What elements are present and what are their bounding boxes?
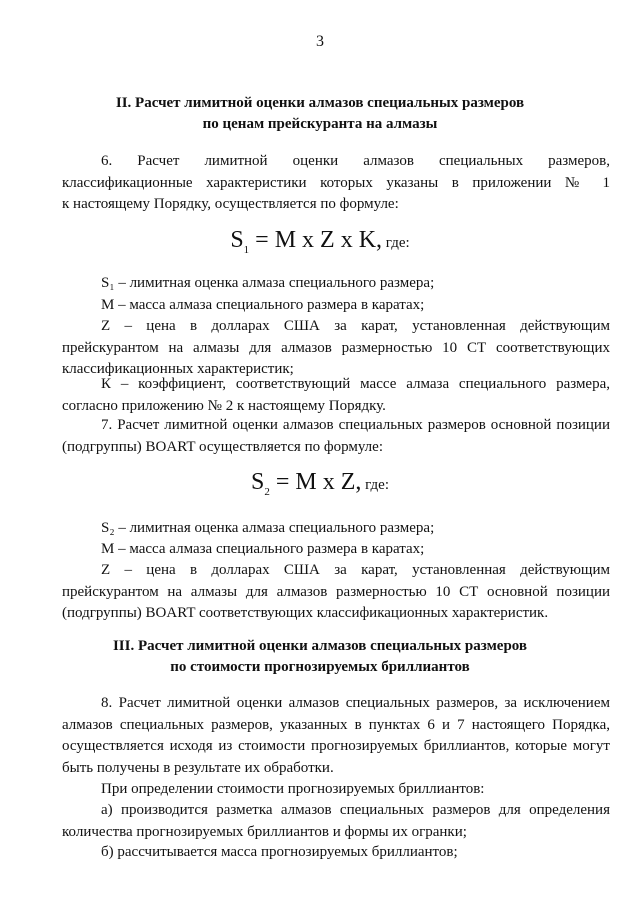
section-2-heading — [0, 93, 640, 135]
item-a-line-2: количества прогнозируемых бриллиантов и формы их огранки; — [62, 823, 467, 840]
paragraph-6-line-1: 6. Расчет лимитной оценки алмазов специальных размеров, — [101, 153, 610, 169]
formula-s2-expression: = M x Z, — [269, 469, 362, 495]
section-2-title-line-2: по ценам прейскуранта на алмазы — [202, 116, 438, 132]
formula-s2 — [0, 469, 640, 498]
paragraph-8-line-2: алмазов специальных размеров, указанных в пунктах 6 и 7 настоящего Порядка, — [62, 716, 610, 733]
definition-k — [62, 374, 610, 417]
page-number: 3 — [316, 33, 324, 50]
definition-s1: S₁ – лимитная оценка алмаза специального размера; — [101, 275, 435, 291]
paragraph-8-line-3: осуществляется исходя из стоимости прогнозируемых бриллиантов, которые могут — [62, 738, 610, 754]
item-a — [62, 800, 610, 843]
formula-s2-symbol: S — [250, 469, 265, 495]
paragraph-7 — [62, 415, 610, 458]
definition-z-2 — [62, 560, 610, 625]
definition-z-1-line-2: прейскурантом на алмазы для алмазов размерностью 10 СТ соответствующих — [62, 339, 610, 356]
formula-s1-symbol: S — [230, 227, 244, 253]
definition-z-1-line-1: Z – цена в долларах США за карат, установленная действующим — [101, 318, 610, 334]
formula-s1-expression: = M x Z x K, — [249, 227, 383, 253]
section-3-heading — [0, 636, 640, 678]
section-2-title-line-1: II. Расчет лимитной оценки алмазов специальных размеров — [115, 95, 525, 111]
definition-z-2-line-2: прейскурантом на алмазы для алмазов размерностью 10 СТ основной позиции — [62, 583, 610, 600]
paragraph-8-line-1: 8. Расчет лимитной оценки алмазов специальных размеров, за исключением — [101, 695, 610, 711]
item-a-line-1: а) производится разметка алмазов специальных размеров для определения — [101, 802, 610, 818]
definition-m-2: M – масса алмаза специального размера в каратах; — [101, 541, 425, 557]
paragraph-6 — [62, 151, 610, 216]
section-3-title-line-1: III. Расчет лимитной оценки алмазов специальных размеров — [112, 638, 528, 654]
formula-s2-subscript: 2 — [264, 485, 270, 498]
paragraph-6-line-3: к настоящему Порядку, осуществляется по формуле: — [62, 196, 399, 212]
formula-s1-tail: где: — [382, 235, 410, 251]
definition-z-2-line-3: (подгруппы) BOART соответствующих классификационных характеристик. — [62, 605, 549, 621]
definition-k-line-2: согласно приложению № 2 к настоящему Порядку. — [62, 397, 386, 414]
formula-s1-subscript: 1 — [243, 243, 250, 256]
paragraph-8-line-4: быть получены в результате их обработки. — [62, 759, 334, 776]
section-3-title-line-2: по стоимости прогнозируемых бриллиантов — [170, 659, 470, 675]
paragraph-6-line-2: классификационные характеристики которых указаны в приложении № 1 — [62, 174, 610, 191]
definition-k-line-1: К – коэффициент, соответствующий массе алмаза специального размера, — [101, 376, 610, 392]
definition-z-1-line-3: классификационных характеристик; — [62, 361, 294, 377]
formula-s2-tail: где: — [361, 477, 390, 493]
definition-z-2-line-1: Z – цена в долларах США за карат, установленная действующим — [101, 562, 610, 578]
paragraph-8 — [62, 693, 610, 779]
formula-s1 — [0, 227, 640, 256]
definition-m-1: M – масса алмаза специального размера в каратах; — [101, 297, 425, 313]
paragraph-7-line-2: (подгруппы) BOART осуществляется по формуле: — [62, 438, 383, 455]
definition-s2: S₂ – лимитная оценка алмаза специального размера; — [101, 520, 435, 536]
paragraph-7-line-1: 7. Расчет лимитной оценки алмазов специальных размеров основной позиции — [101, 417, 610, 433]
paragraph-determination: При определении стоимости прогнозируемых бриллиантов: — [101, 781, 485, 797]
item-b: б) рассчитывается масса прогнозируемых бриллиантов; — [101, 844, 458, 860]
definition-z-1 — [62, 316, 610, 381]
